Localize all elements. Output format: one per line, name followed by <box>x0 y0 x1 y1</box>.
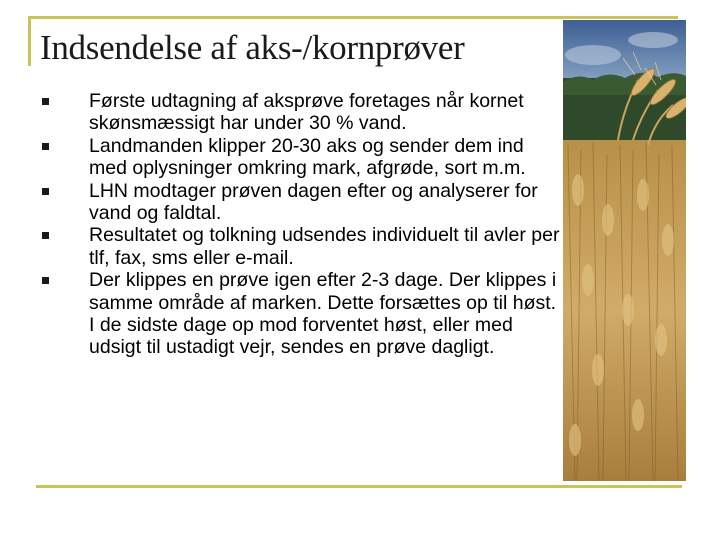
square-bullet-icon <box>42 232 49 239</box>
bullet-item <box>40 269 560 359</box>
bullet-item <box>40 90 560 135</box>
accent-line-left <box>28 16 31 66</box>
bullet-text: LHN modtager prøven dagen efter og analyserer for vand og faldtal. <box>89 179 538 225</box>
bullet-text: Der klippes en prøve igen efter 2-3 dage. Der klippes i samme område af marken. Dette forsættes op til høst. I de sidste dage op mod forventet høst, eller med udsigt til ustadigt vejr, sendes en prøve dagligt. <box>89 269 557 359</box>
bullet-item <box>40 135 560 180</box>
bullet-text: Landmanden klipper 20-30 aks og sender dem ind med oplysninger omkring mark, afgrøde, sort m.m. <box>89 134 526 180</box>
square-bullet-icon <box>42 143 49 150</box>
square-bullet-icon <box>42 98 49 105</box>
bullet-list <box>40 90 560 359</box>
accent-line-top <box>28 16 678 19</box>
bullet-item <box>40 224 560 269</box>
wheat-photo <box>563 20 686 481</box>
bullet-text: Resultatet og tolkning udsendes individuelt til avler per tlf, fax, sms eller e-mail. <box>89 224 560 269</box>
accent-line-bottom <box>36 485 682 488</box>
square-bullet-icon <box>42 188 49 195</box>
bullet-text: Første udtagning af aksprøve foretages når kornet skønsmæssigt har under 30 % vand. <box>89 90 524 135</box>
slide-title: Indsendelse af aks-/kornprøver <box>40 28 465 67</box>
wheat-field-image <box>563 20 686 481</box>
bullet-item <box>40 180 560 225</box>
square-bullet-icon <box>42 277 49 284</box>
